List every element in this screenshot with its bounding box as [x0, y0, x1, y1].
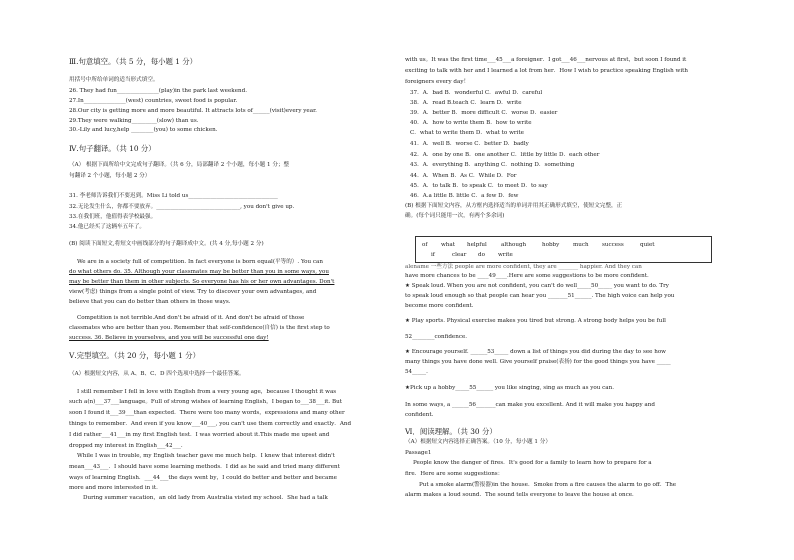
- option-43: 43．A．everything B．anything C．nothing D．something: [410, 162, 575, 168]
- passage-label: Passage1: [405, 450, 432, 456]
- para1-line4: view(考虑) things from a single point of view. Try to discover your own advantages, and: [69, 289, 317, 295]
- option-40a: 40．A．how to write them B．how to write: [410, 120, 532, 126]
- option-41: 41．A．well B．worse C．better D．badly: [410, 141, 529, 147]
- fill-line-14: ★Pick up a hobby_____55______ you like singing, sing as much as you can.: [405, 385, 614, 391]
- fill-item-28: 28.Our city is getting more and more beautiful. It attracts lots of______(visit)every year.: [69, 108, 317, 114]
- part-b-instruction-line1: (B) 根据下面短文内容，从方框内选择适当的单词并用其正确形式填空，使短文完整，正: [405, 203, 623, 209]
- cloze-line9: ways of learning English．___44___the days went by，I could do better and better and became: [69, 475, 337, 481]
- translate-item-33: 33.在我们班，他值得表学校最强。: [69, 214, 157, 220]
- word-quiet: quiet: [640, 242, 655, 248]
- section-4-part-b: (B) 阅读下面短文,将短文中画线部分的句子翻译成中文。(共 4 分,每小题 2 分): [69, 241, 264, 247]
- cloze-line10: more and more interested in it．: [69, 485, 162, 491]
- cloze-cont-line3: foreigners every day！: [405, 79, 470, 85]
- section-6-instruction: （A）根据短文内容选择正确答案。（10 分，每小题 1 分）: [405, 439, 551, 445]
- passage-line3: Put a smoke alarm(警报器)in the house．Smoke from a fire causes the alarm to go off．The: [419, 482, 677, 488]
- word-box: [415, 236, 712, 263]
- fill-line-12: 54_____.: [405, 369, 428, 375]
- para2-line1: Competition is not terrible.And don't be afraid of it. And don't be afraid of those: [77, 315, 305, 321]
- cloze-line6: dropped my interest in English___42___.: [69, 443, 183, 449]
- word-although: although: [501, 242, 527, 248]
- cloze-cont-line1: with us。It was the first time___45___a foreigner．I got___46___nervous at first，but soon I found it: [405, 57, 687, 63]
- fill-line-16: In some ways, a ______56_______can make you excellent. And it will make you happy and: [405, 402, 655, 408]
- translate-item-34: 34.他已经买了这辆车五年了。: [69, 224, 146, 230]
- fill-line-17: confident.: [405, 412, 434, 418]
- fill-item-30: 30.-Lily and lucy,help ________(you) to some chicken.: [69, 127, 218, 133]
- option-37: 37．A．bad B．wonderful C．awful D．careful: [410, 90, 543, 96]
- passage-line1: People know the danger of fires．It's good for a family to learn how to prepare for a: [413, 460, 652, 466]
- fill-line-8: 52________confidence.: [405, 334, 468, 340]
- passage-line2: fire．Here are some suggestions：: [405, 471, 504, 477]
- cloze-cont-line2: exciting to talk with her and I learned a lot from her．How I wish to practice speaking English with: [405, 68, 688, 74]
- part-b-instruction-line2: 确。(每个词只能用一次，有两个多余词): [405, 213, 505, 219]
- translate-item-31: 31. 李老师告诉我们不要迟到。Miss Li told us________________________________: [69, 193, 278, 199]
- cloze-line2: such a(n)___37___language。Full of strong wishes of learning English，I began to___38___it. But: [69, 399, 342, 405]
- para1-line3: may be better than them in other subjects. So everyone has his or her own advantages. Don't: [69, 279, 335, 285]
- cloze-line7: While I was in trouble, my English teacher gave me much help．I knew that interest didn't: [77, 453, 335, 459]
- fill-item-27: 27.In_______________(west) countries, sweet food is popular.: [69, 98, 238, 104]
- section-3-instruction: 用括号中所给单词的适当形式填空。: [69, 77, 159, 83]
- section-3-title: Ⅲ.句意填空。（共 5 分，每小题 1 分）: [69, 57, 198, 66]
- word-if: if: [431, 252, 435, 258]
- fill-line-4: become more confident.: [405, 303, 474, 309]
- para2-line3: success. 36. Believe in yourselves, and you will be successful one day!: [69, 335, 269, 341]
- word-much: much: [573, 242, 589, 248]
- para1-line2: do what others do. 35. Although your classmates may be better than you in some ways, you: [69, 269, 329, 275]
- passage-line4: alarm makes a loud sound．The sound tells everyone to leave the house at once．: [405, 492, 638, 498]
- option-38: 38．A．read B.teach C．learn D．write: [410, 100, 522, 106]
- cloze-line5: I did rather___41___in my first English test．I was worried about it.This made me upset and: [69, 432, 330, 438]
- section-6-title: Ⅵ．阅读理解。（共 30 分）: [405, 427, 497, 436]
- word-write: write: [498, 252, 513, 258]
- option-40b: C．what to write them D．what to write: [410, 130, 524, 136]
- section-5-instruction: （A）根据短文内容，从 A、B、C、D 四个选项中选择一个最佳答案。: [69, 371, 245, 377]
- option-46: 46．A.a little B. little C．a few D．few: [410, 193, 519, 199]
- fill-item-26: 26. They had fun_______________(play)in the park last weekend.: [69, 88, 247, 94]
- translate-item-32: 32.无论发生什么，你都不要放弃。______________________________, you don't give up.: [69, 204, 295, 210]
- behind-box-fragment-2: alename 一些方法 people are more confident, they are _______ happier. And they can: [405, 264, 642, 270]
- word-helpful: helpful: [467, 242, 487, 248]
- cloze-line1: I still remember I fell in love with English from a very young age，because I thought it was: [77, 389, 337, 395]
- word-do: do: [478, 252, 485, 258]
- cloze-line8: mean___43___．I should have some learning methods．I did as he said and tried many different: [69, 464, 340, 470]
- option-45: 45．A．to talk B．to speak C．to meet D．to say: [410, 183, 548, 189]
- para2-line2: classmates who are better than you. Remember that self-confidence(自信) is the first step to: [69, 325, 330, 331]
- fill-line-1: have more chances to be ____49____.Here are some suggestions to be more confident.: [405, 273, 649, 279]
- word-clear: clear: [452, 252, 467, 258]
- word-what: what: [441, 242, 455, 248]
- para1-line5: believe that you can do better than others in those ways.: [69, 299, 231, 305]
- option-42: 42．A．one by one B．one another C．little by little D．each other: [410, 152, 600, 158]
- fill-line-11: many things you have done well. Give yourself praise(表扬) for the good things you have _____: [405, 359, 671, 365]
- word-success: success: [602, 242, 624, 248]
- cloze-line3: soon I found it___39___than expected．There were too many words，expressions and many other: [69, 410, 345, 416]
- fill-line-3: to speak loud enough so that people can hear you _______51______. The high voice can help you: [405, 293, 675, 299]
- section-4-title: Ⅳ.句子翻译。（共 10 分）: [69, 144, 156, 153]
- para1-line1: We are in a society full of competition. In fact everyone is born equal(平等的）. You can: [77, 259, 323, 265]
- fill-line-2: ★ Speak loud. When you are not confident, you can't do well_____50_____ you want to do. Try: [405, 283, 669, 289]
- fill-line-10: ★ Encourage yourself. ______53_____ down a list of things you did during the day to see how: [405, 349, 666, 355]
- fill-line-6: ★ Play sports. Physical exercise makes you tired but strong. A strong body helps you be full: [405, 318, 666, 324]
- option-44: 44．A．When B．As C．While D．For: [410, 173, 517, 179]
- option-39: 39．A．better B．more difficult C．worse D．easier: [410, 110, 558, 116]
- section-4-part-a-line1: （A） 根据下面所给中文完成句子翻译。（共 6 分，局部翻译 2 个小题，每小题 1 分；整: [69, 162, 290, 168]
- word-hobby: hobby: [542, 242, 560, 248]
- cloze-line11: During summer vacation，an old lady from Australia visted my school．She had a talk: [83, 495, 328, 501]
- section-4-part-a-line2: 句翻译 2 个小题，每小题 2 分）: [69, 173, 151, 179]
- section-5-title: Ⅴ.完型填空。（共 20 分，每小题 1 分）: [69, 351, 200, 360]
- word-of: of: [422, 242, 428, 248]
- cloze-line4: things to remember．And even if you know___40___, you can't use them correctly and exactly．And: [69, 421, 352, 427]
- fill-item-29: 29.They were walking_________(slow) than us.: [69, 118, 199, 124]
